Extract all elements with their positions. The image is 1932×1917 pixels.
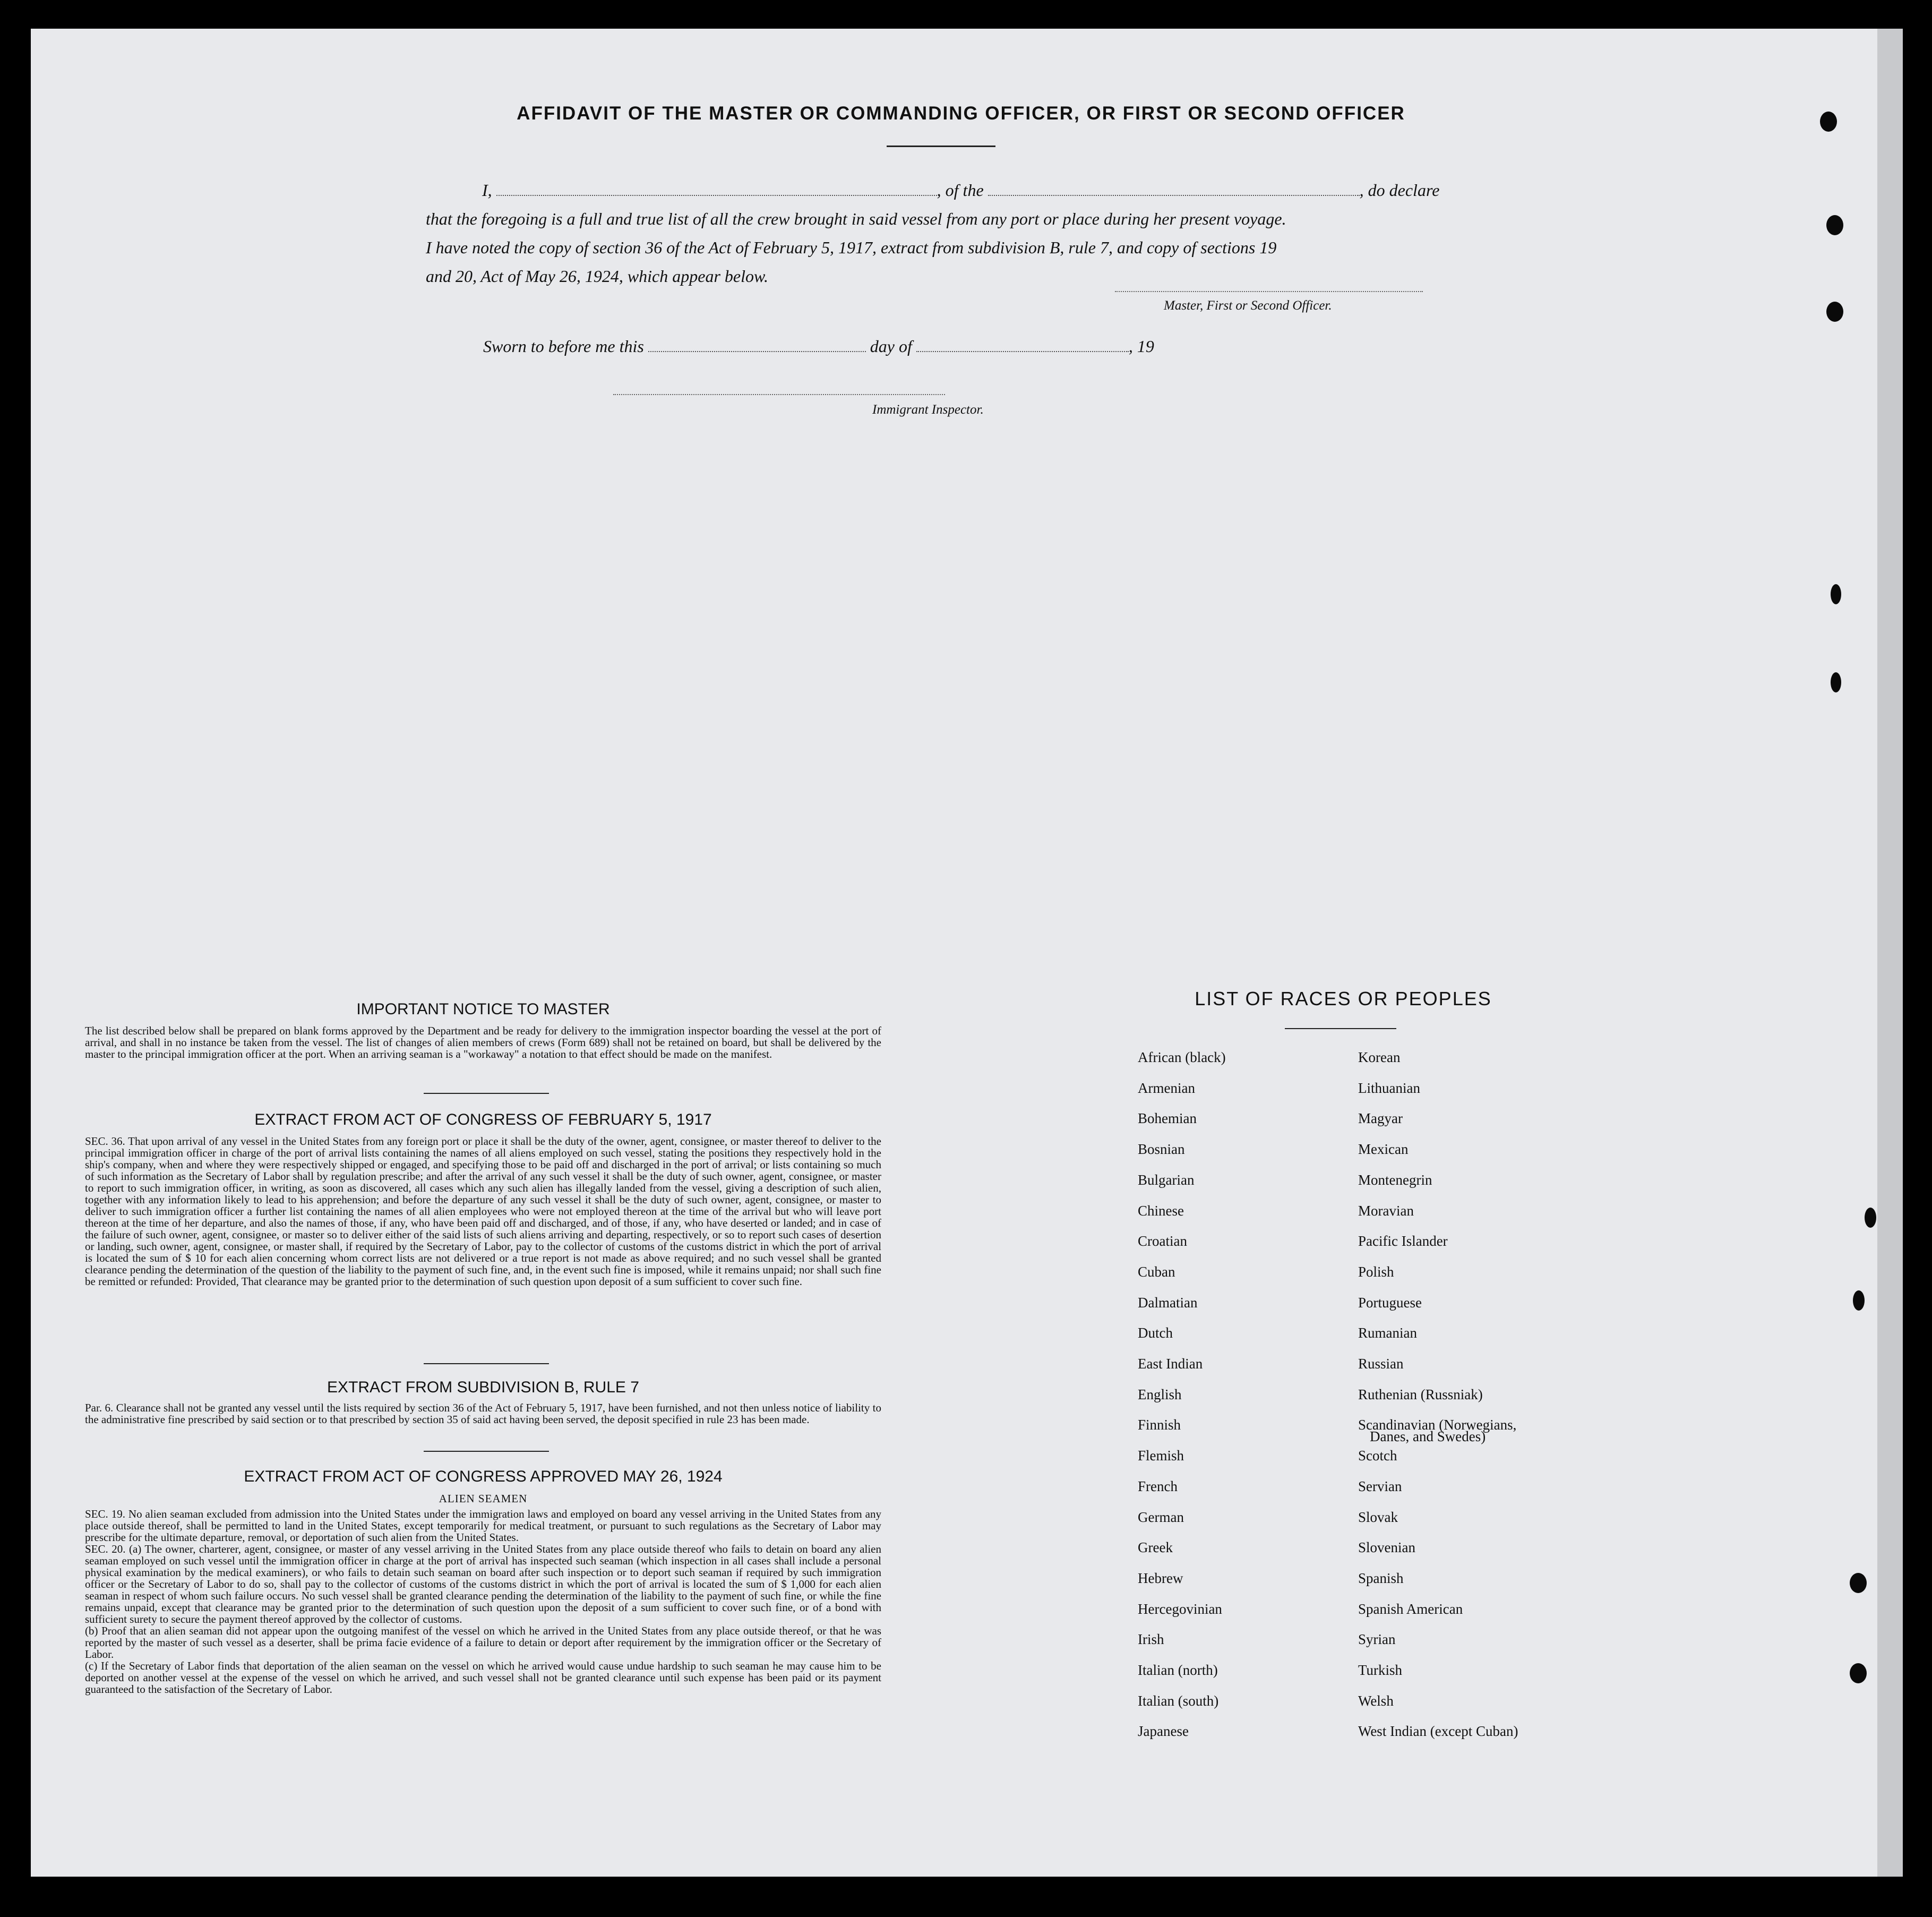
binder-hole xyxy=(1853,1290,1865,1311)
officer-caption: Master, First or Second Officer. xyxy=(1164,298,1332,313)
affidavit-line2: that the foregoing is a full and true list of all the crew brought in said vessel from any port or place during her present voyage. xyxy=(426,209,1286,228)
race-item: Moravian xyxy=(1358,1203,1414,1219)
race-item: Greek xyxy=(1138,1539,1173,1555)
race-item: Dutch xyxy=(1138,1325,1173,1341)
race-item-cont: Danes, and Swedes) xyxy=(1370,1428,1486,1444)
race-item: Italian (north) xyxy=(1138,1662,1218,1678)
race-item: Hebrew xyxy=(1138,1570,1183,1586)
alien-seamen-heading: ALIEN SEAMEN xyxy=(439,1492,528,1505)
race-item: Pacific Islander xyxy=(1358,1233,1448,1249)
race-item: Lithuanian xyxy=(1358,1080,1420,1096)
notice-title: IMPORTANT NOTICE TO MASTER xyxy=(356,1000,610,1018)
race-item: Spanish American xyxy=(1358,1601,1463,1617)
affidavit-line4: and 20, Act of May 26, 1924, which appear below. xyxy=(426,267,768,286)
vessel-blank[interactable] xyxy=(988,195,1360,196)
sec-20c-text: (c) If the Secretary of Labor finds that deportation of the alien seaman on the vessel on which he arrived would cause undue hardship to such seaman he may cause him to be deported on another vessel at the expense of the vessel on which he arrived, and such vessel shall not be granted clearance until such expense has been paid or its payment guaranteed to the satisfaction of the Secretary of Labor. xyxy=(85,1659,881,1696)
sworn-day-blank[interactable] xyxy=(648,351,866,352)
sec-19-text: SEC. 19. No alien seaman excluded from admission into the United States under the immigration laws and employed on board any vessel arriving in the United States from any place outside thereof, shall be permitted to land in the United States, except temporarily for medical treatment, or pursuant to such regulations as the Secretary of Labor may prescribe for the ultimate departure, removal, or deportation of such alien from the United States. xyxy=(85,1508,881,1544)
section-rule xyxy=(424,1451,549,1452)
affidavit-title: AFFIDAVIT OF THE MASTER OR COMMANDING OFFICER, OR FIRST OR SECOND OFFICER xyxy=(517,103,1405,124)
race-item: Welsh xyxy=(1358,1693,1394,1709)
race-item: Irish xyxy=(1138,1631,1164,1647)
race-item: Slovak xyxy=(1358,1509,1398,1525)
race-item: Russian xyxy=(1358,1356,1404,1372)
extract-rule7-text: Par. 6. Clearance shall not be granted any vessel until the lists required by section 36 of the Act of February 5, 1917, have been furnished, and not then unless notice of liability to the administrative fine prescribed by said section or to that prescribed by section 35 of said act having been served, the deposit specified in rule 23 has been made. xyxy=(85,1401,881,1426)
race-item: Rumanian xyxy=(1358,1325,1417,1341)
binder-hole xyxy=(1850,1573,1867,1593)
race-item: Chinese xyxy=(1138,1203,1184,1219)
race-item: Turkish xyxy=(1358,1662,1403,1678)
extract-1917-title: EXTRACT FROM ACT OF CONGRESS OF FEBRUARY 5, 1917 xyxy=(254,1111,712,1128)
sworn-line xyxy=(483,337,1280,356)
race-item: English xyxy=(1138,1387,1182,1402)
race-item: Slovenian xyxy=(1358,1539,1415,1555)
race-item: Japanese xyxy=(1138,1723,1189,1739)
race-item: Portuguese xyxy=(1358,1295,1422,1311)
race-item: Bosnian xyxy=(1138,1141,1185,1157)
race-item: Magyar xyxy=(1358,1110,1403,1126)
sec-20b-text: (b) Proof that an alien seaman did not appear upon the outgoing manifest of the vessel on which he arrived in the United States from any place outside thereof, or that he was reported by the master of such vessel as a deserter, shall be prima facie evidence of a failure to detain or deport after requirement by the immigration officer or the Secretary of Labor. xyxy=(85,1624,881,1661)
inspector-caption: Immigrant Inspector. xyxy=(872,403,984,417)
extract-rule7-title: EXTRACT FROM SUBDIVISION B, RULE 7 xyxy=(327,1379,639,1396)
race-item: East Indian xyxy=(1138,1356,1203,1372)
i-label: I, xyxy=(482,181,492,200)
sworn-month-blank[interactable] xyxy=(916,351,1129,352)
notice-text: The list described below shall be prepared on blank forms approved by the Department and be ready for delivery to the immigration inspector boarding the vessel at the port of arrival, and shall in no instance be taken from the vessel. The list of changes of alien members of crews (Form 689) shall not be retained on board, but shall be delivered by the master to the principal immigration officer at the port. When an arriving seaman is a "workaway" a notation to that effect should be made on the manifest. xyxy=(85,1024,881,1060)
binder-hole xyxy=(1826,302,1843,322)
race-item: Cuban xyxy=(1138,1264,1175,1280)
binder-hole xyxy=(1865,1208,1876,1228)
title-rule xyxy=(887,146,995,147)
affidavit-line1 xyxy=(482,181,1459,200)
sheet-edge xyxy=(1877,29,1903,1877)
binder-hole xyxy=(1831,672,1841,692)
extract-1917-text: SEC. 36. That upon arrival of any vessel in the United States from any foreign port or place it shall be the duty of the owner, agent, consignee, or master thereof to deliver to the principal immigration officer in charge of the port of arrival lists containing the names of all aliens employed on such vessel, stating the positions they respectively hold in the ship's company, when and where they were respectively shipped or engaged, and specifying those to be paid off and discharged in the port of arrival; or lists containing so much of such information as the Secretary of Labor shall by regulation prescribe; and after the arrival of any such vessel it shall be the duty of such owner, agent, consignee, or master to report to such immigration officer, in writing, as soon as discovered, all cases which any such alien has illegally landed from the vessel, giving a description of such alien, together with any information likely to lead to his apprehension; and before the departure of any such vessel it shall be the duty of such owner, agent, consignee, or master to deliver to such immigration officer a further list containing the names of all alien employees who were not employed thereon at the time of the arrival but who will leave port thereon at the time of her departure, and also the names of those, if any, who have been paid off and discharged, and of those, if any, who have deserted or landed; and in case of the failure of such owner, agent, consignee, or master so to deliver either of the said lists of such aliens arriving and departing, respectively, or so to report such cases of desertion or landing, such owner, agent, consignee, or master shall, if required by the Secretary of Labor, pay to the collector of customs of the customs district in which the port of arrival is located the sum of $ 10 for each alien concerning whom correct lists are not delivered or a true report is not made as above required; and no such vessel shall be granted clearance pending the determination of the question of the liability to the payment of such fine, and, in the event such fine is imposed, while it remains unpaid; nor shall such fine be remitted or refunded: Provided, That clearance may be granted prior to the determination of such question upon deposit of a sum sufficient to cover such fine. xyxy=(85,1135,881,1288)
race-item: Croatian xyxy=(1138,1233,1187,1249)
binder-hole xyxy=(1820,112,1837,132)
name-blank[interactable] xyxy=(496,195,937,196)
race-item: Finnish xyxy=(1138,1417,1181,1433)
sworn-label: Sworn to before me this xyxy=(483,337,644,356)
race-item: Mexican xyxy=(1358,1141,1409,1157)
binder-hole xyxy=(1850,1663,1867,1683)
race-item: Spanish xyxy=(1358,1570,1404,1586)
year-label: , 19 xyxy=(1128,337,1154,356)
binder-hole xyxy=(1831,584,1841,604)
race-item: Hercegovinian xyxy=(1138,1601,1222,1617)
binder-hole xyxy=(1826,215,1843,235)
race-item: Polish xyxy=(1358,1264,1394,1280)
race-item: Scandinavian (Norwegians, xyxy=(1358,1417,1517,1433)
race-item: Bulgarian xyxy=(1138,1172,1195,1188)
race-item: African (black) xyxy=(1138,1049,1226,1065)
day-of-label: day of xyxy=(870,337,912,356)
race-item: Servian xyxy=(1358,1478,1402,1494)
officer-signature-line[interactable] xyxy=(1115,291,1423,292)
race-item: West Indian (except Cuban) xyxy=(1358,1723,1518,1739)
race-item: French xyxy=(1138,1478,1178,1494)
race-item: Flemish xyxy=(1138,1448,1184,1464)
race-item: Dalmatian xyxy=(1138,1295,1198,1311)
race-item: Korean xyxy=(1358,1049,1401,1065)
race-item: Armenian xyxy=(1138,1080,1195,1096)
inspector-signature-line[interactable] xyxy=(613,394,945,395)
races-title: LIST OF RACES OR PEOPLES xyxy=(1195,988,1492,1009)
race-item: Syrian xyxy=(1358,1631,1396,1647)
race-item: Montenegrin xyxy=(1358,1172,1432,1188)
extract-1924-body xyxy=(85,1508,881,1695)
of-the-label: , of the xyxy=(937,181,984,200)
section-rule xyxy=(424,1093,549,1094)
do-declare-label: , do declare xyxy=(1359,181,1440,200)
section-rule xyxy=(424,1363,549,1364)
race-item: Italian (south) xyxy=(1138,1693,1219,1709)
extract-1924-title: EXTRACT FROM ACT OF CONGRESS APPROVED MAY 26, 1924 xyxy=(244,1468,723,1485)
affidavit-line3: I have noted the copy of section 36 of the Act of February 5, 1917, extract from subdivision B, rule 7, and copy of sections 19 xyxy=(426,238,1277,257)
sec-20a-text: SEC. 20. (a) The owner, charterer, agent, consignee, or master of any vessel arriving in the United States from any place outside thereof who fails to detain on board any alien seaman employed on such vessel until the immigration officer in charge at the port of arrival has inspected such seaman (which inspection in all cases shall include a personal physical examination by the medical examiners), or who fails to detain such seaman on board after such inspection or to deport such seaman if required by such immigration officer or the Secretary of Labor to do so, shall pay to the collector of customs of the customs district in which the port of arrival is located the sum of $ 1,000 for each alien seaman in respect of whom such failure occurs. No such vessel shall be granted clearance pending the determination of the liability to the payment of such fine, or while the fine remains unpaid, except that clearance may be granted prior to the determination of such question upon the deposit of a sum sufficient to cover such fine, or of a bond with sufficient surety to secure the payment thereof approved by the collector of customs. xyxy=(85,1543,881,1625)
race-item: German xyxy=(1138,1509,1184,1525)
race-item: Ruthenian (Russniak) xyxy=(1358,1387,1483,1402)
race-item: Scotch xyxy=(1358,1448,1397,1464)
races-rule xyxy=(1285,1028,1396,1029)
race-item: Bohemian xyxy=(1138,1110,1197,1126)
